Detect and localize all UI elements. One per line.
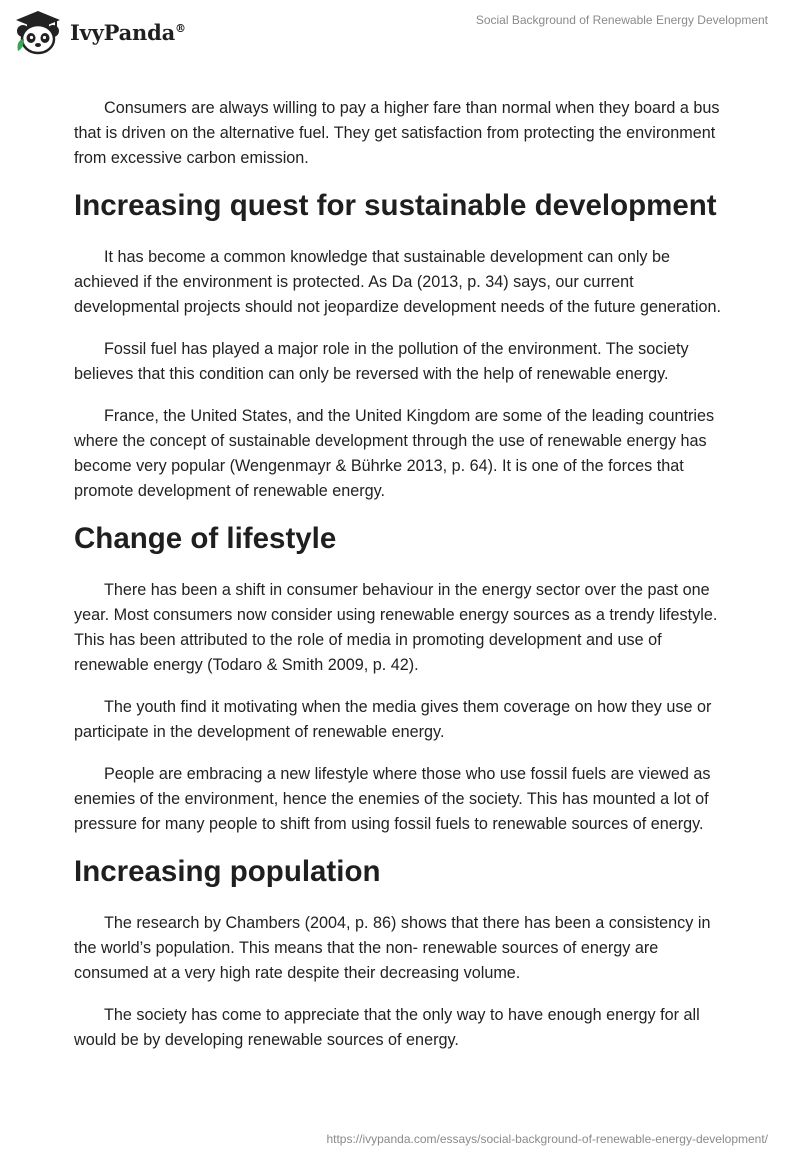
paragraph: There has been a shift in consumer behaviour in the energy sector over the past one year. Most consumers now consider using renewable energy sources as a trendy lifestyle. This has been attributed to the role of media in promoting development and use of renewable energy (Todaro & Smith 2009, p. 42).: [74, 581, 718, 674]
brand-name: IvyPanda: [70, 19, 176, 45]
section-heading-change-of-lifestyle: Change of lifestyle: [74, 522, 337, 555]
panda-graduate-icon: [12, 9, 64, 55]
paragraph: People are embracing a new lifestyle where those who use fossil fuels are viewed as enemies of the environment, hence the enemies of the society. This has mounted a lot of pressure for many people to shift from using fossil fuels to renewable sources of energy.: [74, 765, 711, 833]
paragraph: It has become a common knowledge that sustainable development can only be achieved if the environment is protected. As Da (2013, p. 34) says, our current developmental projects should not jeopardize development needs of the future generation.: [74, 248, 722, 316]
essay-body: [74, 96, 724, 1070]
paragraph: Fossil fuel has played a major role in the pollution of the environment. The society believes that this condition can only be reversed with the help of renewable energy.: [74, 340, 689, 383]
source-url[interactable]: https://ivypanda.com/essays/social-background-of-renewable-energy-development/: [326, 1132, 768, 1146]
paragraph: The research by Chambers (2004, p. 86) shows that there has been a consistency in the world’s population. This means that the non- renewable sources of energy are consumed at a very high rate despite their decreasing volume.: [74, 914, 711, 982]
ivypanda-logo[interactable]: [12, 6, 186, 58]
intro-paragraph: Consumers are always willing to pay a higher fare than normal when they board a bus that is driven on the alternative fuel. They get satisfaction from protecting the environment from excessive carbon emission.: [74, 99, 720, 167]
document-title: Social Background of Renewable Energy Development: [475, 13, 768, 27]
paragraph: The society has come to appreciate that the only way to have enough energy for all would be by developing renewable sources of energy.: [74, 1006, 700, 1049]
section-heading-sustainable-development: Increasing quest for sustainable development: [74, 189, 717, 222]
paragraph: France, the United States, and the United Kingdom are some of the leading countries where the concept of sustainable development through the use of renewable energy has become very popular (Wengenmayr & Bührke 2013, p. 64). It is one of the forces that promote development of renewable energy.: [74, 407, 715, 500]
registered-mark: ®: [175, 21, 186, 35]
paragraph: The youth find it motivating when the media gives them coverage on how they use or participate in the development of renewable energy.: [74, 698, 712, 741]
section-heading-increasing-population: Increasing population: [74, 855, 381, 888]
